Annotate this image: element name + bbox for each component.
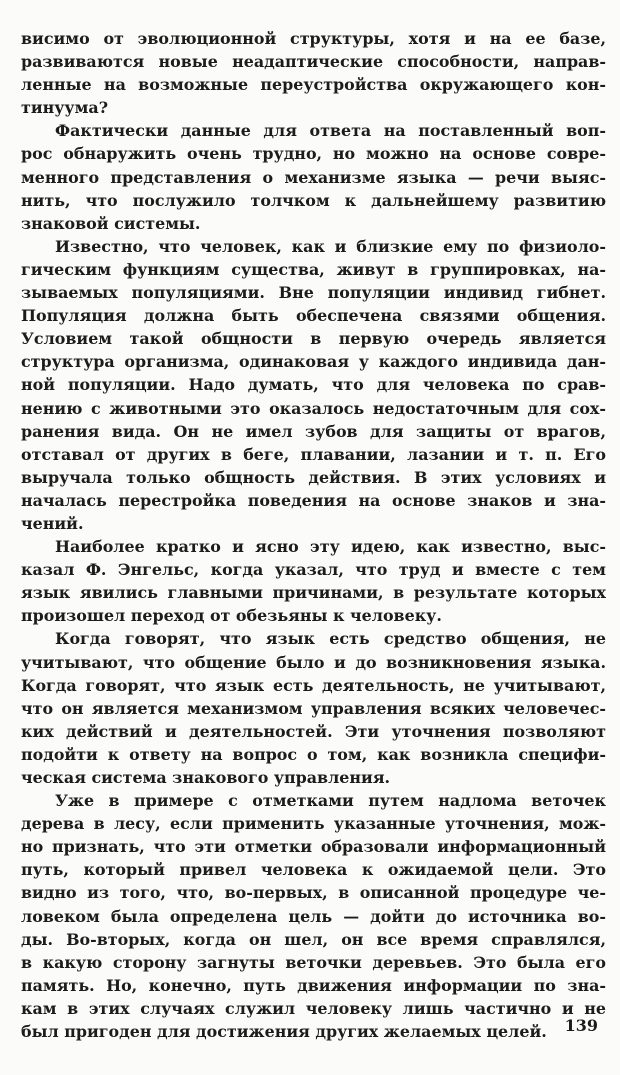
text-line: развиваются новые неадаптические способности, направ-	[21, 52, 606, 72]
text-line: дерева в лесу, если применить указанные уточнения, мож-	[21, 814, 606, 834]
text-line: Известно, что человек, как и близкие ему по физиоло-	[55, 236, 606, 256]
paragraph	[21, 627, 606, 789]
text-line: рос обнаружить очень трудно, но можно на основе совре-	[21, 144, 606, 164]
text-line: отставал от других в беге, плавании, лазании и т. п. Его	[21, 444, 606, 464]
text-line: но признать, что эти отметки образовали информационный	[21, 837, 606, 857]
text-line: подойти к ответу на вопрос о том, как возникла специфи-	[21, 744, 606, 764]
text-line: знаковой системы.	[21, 213, 201, 233]
text-line: учитывают, что общение было и до возникновения языка.	[21, 652, 606, 672]
text-line: путь, который привел человека к ожидаемой цели. Это	[21, 860, 606, 880]
text-line: ловеком была определена цель — дойти до источника во-	[21, 906, 606, 926]
text-line: в какую сторону загнуты веточки деревьев. Это была его	[21, 952, 606, 972]
text-line: ды. Во-вторых, когда он шел, он все время справлялся,	[21, 929, 606, 949]
text-line: началась перестройка поведения на основе знаков и зна-	[21, 490, 606, 510]
text-line: произошел переход от обезьяны к человеку.	[21, 606, 442, 626]
text-line: нению с животными это оказалось недостаточным для сох-	[21, 398, 606, 418]
text-line: казал Ф. Энгельс, когда указал, что труд и вместе с тем	[21, 560, 606, 580]
text-line: Популяция должна быть обеспечена связями общения.	[21, 306, 606, 326]
text-line: Когда говорят, что язык есть деятельность, не учитывают,	[21, 675, 606, 695]
body-text	[21, 27, 606, 1043]
text-line: память. Но, конечно, путь движения информации по зна-	[21, 975, 606, 995]
text-line: ческая система знакового управления.	[21, 768, 391, 787]
page-number: 139	[564, 1016, 598, 1035]
paragraph	[21, 535, 606, 627]
text-line: висимо от эволюционной структуры, хотя и на ее базе,	[21, 29, 606, 48]
text-line: менного представления о механизме языка — речи выяс-	[21, 167, 606, 187]
text-line: зываемых популяциями. Вне популяции индивид гибнет.	[21, 283, 606, 303]
text-line: чений.	[21, 513, 84, 533]
paragraph	[21, 119, 606, 234]
text-line: ких действий и деятельностей. Эти уточнения позволяют	[21, 721, 606, 741]
text-line: ленные на возможные переустройства окружающего кон-	[21, 75, 606, 95]
text-line: видно из того, что, во-первых, в описанной процедуре че-	[21, 883, 606, 903]
paragraph	[21, 789, 606, 1043]
text-line: кам в этих случаях служил человеку лишь частично и не	[21, 998, 606, 1018]
text-line: ной популяции. Надо думать, что для человека по срав-	[21, 375, 606, 395]
text-line: Уже в примере с отметками путем надлома веточек	[55, 791, 606, 811]
text-line: язык явились главными причинами, в результате которых	[21, 583, 606, 603]
text-line: Условием такой общности в первую очередь является	[21, 329, 606, 349]
text-line: структура организма, одинаковая у каждого индивида дан-	[21, 352, 606, 372]
text-line: Когда говорят, что язык есть средство общения, не	[55, 629, 606, 649]
text-line: Фактически данные для ответа на поставленный воп-	[55, 121, 606, 141]
text-line: что он является механизмом управления всяких человечес-	[21, 698, 606, 718]
text-line: гическим функциям существа, живут в группировках, на-	[21, 259, 606, 279]
text-line: был пригоден для достижения других желаемых целей.	[21, 1022, 547, 1042]
text-line: выручала только общность действия. В этих условиях и	[21, 467, 606, 487]
text-line: ранения вида. Он не имел зубов для защиты от врагов,	[21, 421, 606, 441]
text-line: нить, что послужило толчком к дальнейшему развитию	[21, 190, 606, 210]
paragraph	[21, 235, 606, 535]
text-line: тинуума?	[21, 98, 109, 118]
text-line: Наиболее кратко и ясно эту идею, как известно, выс-	[55, 537, 606, 557]
paragraph	[21, 27, 606, 119]
